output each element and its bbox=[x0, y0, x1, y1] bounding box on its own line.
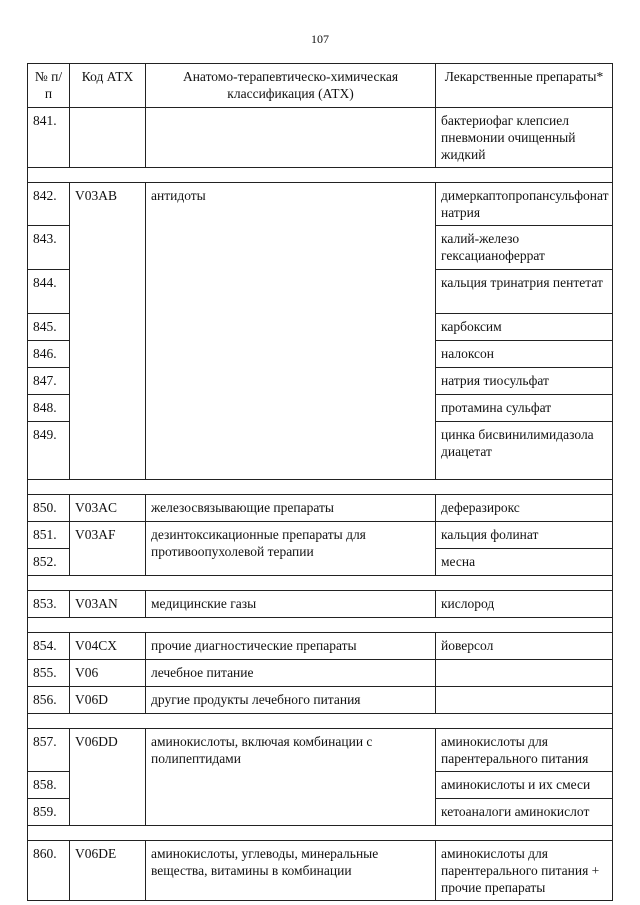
drug-name: йоверсол bbox=[436, 633, 613, 660]
row-number: 859. bbox=[28, 799, 70, 826]
row-number: 844. bbox=[28, 270, 70, 314]
table-header-row bbox=[28, 64, 613, 108]
row-number: 853. bbox=[28, 591, 70, 618]
drug-name: месна bbox=[436, 549, 613, 576]
table-row-separator bbox=[28, 576, 613, 591]
drug-name: карбоксим bbox=[436, 314, 613, 341]
table-row-separator bbox=[28, 714, 613, 729]
row-number: 849. bbox=[28, 422, 70, 480]
table-row bbox=[28, 633, 613, 660]
atx-code: V03AN bbox=[70, 591, 146, 618]
table-row-separator bbox=[28, 826, 613, 841]
table-row bbox=[28, 108, 613, 168]
atx-code: V06DE bbox=[70, 841, 146, 901]
drug-name: натрия тиосульфат bbox=[436, 368, 613, 395]
atx-code: V06D bbox=[70, 687, 146, 714]
drug-name: кислород bbox=[436, 591, 613, 618]
row-number: 860. bbox=[28, 841, 70, 901]
atx-code: V03AC bbox=[70, 495, 146, 522]
table-row bbox=[28, 687, 613, 714]
drug-name bbox=[436, 660, 613, 687]
drug-name: кальция фолинат bbox=[436, 522, 613, 549]
row-number: 841. bbox=[28, 108, 70, 168]
atx-class bbox=[146, 108, 436, 168]
table-row bbox=[28, 522, 613, 549]
atx-code: V04CX bbox=[70, 633, 146, 660]
atx-code: V03AF bbox=[70, 522, 146, 576]
table-row-separator bbox=[28, 618, 613, 633]
table-row bbox=[28, 591, 613, 618]
drug-name bbox=[436, 687, 613, 714]
row-number: 852. bbox=[28, 549, 70, 576]
table-row-separator bbox=[28, 168, 613, 183]
table-row bbox=[28, 660, 613, 687]
row-number: 855. bbox=[28, 660, 70, 687]
drug-name: протамина сульфат bbox=[436, 395, 613, 422]
header-num: № п/п bbox=[28, 64, 70, 108]
drug-name: димеркаптопропансульфонат натрия bbox=[436, 183, 613, 226]
drug-name: деферазирокс bbox=[436, 495, 613, 522]
row-number: 850. bbox=[28, 495, 70, 522]
atx-table bbox=[27, 63, 613, 901]
row-number: 857. bbox=[28, 729, 70, 772]
drug-name: аминокислоты для парентерального питания + прочие препараты bbox=[436, 841, 613, 901]
row-number: 847. bbox=[28, 368, 70, 395]
row-number: 856. bbox=[28, 687, 70, 714]
atx-code bbox=[70, 108, 146, 168]
atx-code: V03AB bbox=[70, 183, 146, 480]
drug-name: кальция тринатрия пентетат bbox=[436, 270, 613, 314]
atx-class: аминокислоты, включая комбинации с полипептидами bbox=[146, 729, 436, 826]
table-row bbox=[28, 183, 613, 226]
table-row bbox=[28, 841, 613, 901]
drug-name: калий-железо гексацианоферрат bbox=[436, 226, 613, 270]
drug-name: аминокислоты для парентерального питания bbox=[436, 729, 613, 772]
table-row bbox=[28, 729, 613, 772]
atx-class: медицинские газы bbox=[146, 591, 436, 618]
page-number: 107 bbox=[311, 32, 329, 46]
table-row-separator bbox=[28, 480, 613, 495]
row-number: 842. bbox=[28, 183, 70, 226]
row-number: 845. bbox=[28, 314, 70, 341]
row-number: 846. bbox=[28, 341, 70, 368]
drug-name: налоксон bbox=[436, 341, 613, 368]
atx-code: V06 bbox=[70, 660, 146, 687]
row-number: 843. bbox=[28, 226, 70, 270]
row-number: 858. bbox=[28, 772, 70, 799]
drug-name: бактериофаг клепсиел пневмонии очищенный жидкий bbox=[436, 108, 613, 168]
drug-name: аминокислоты и их смеси bbox=[436, 772, 613, 799]
atx-class: лечебное питание bbox=[146, 660, 436, 687]
row-number: 848. bbox=[28, 395, 70, 422]
atx-class: антидоты bbox=[146, 183, 436, 480]
header-code: Код АТХ bbox=[70, 64, 146, 108]
drug-name: цинка бисвинилимидазола диацетат bbox=[436, 422, 613, 480]
header-class: Анатомо-терапевтическо-химическая классификация (АТХ) bbox=[146, 64, 436, 108]
atx-class: другие продукты лечебного питания bbox=[146, 687, 436, 714]
atx-class: аминокислоты, углеводы, минеральные вещества, витамины в комбинации bbox=[146, 841, 436, 901]
table-row bbox=[28, 495, 613, 522]
atx-code: V06DD bbox=[70, 729, 146, 826]
row-number: 854. bbox=[28, 633, 70, 660]
atx-class: железосвязывающие препараты bbox=[146, 495, 436, 522]
drug-name: кетоаналоги аминокислот bbox=[436, 799, 613, 826]
header-drugs: Лекарственные препараты* bbox=[436, 64, 613, 108]
atx-class: дезинтоксикационные препараты для противоопухолевой терапии bbox=[146, 522, 436, 576]
row-number: 851. bbox=[28, 522, 70, 549]
atx-class: прочие диагностические препараты bbox=[146, 633, 436, 660]
